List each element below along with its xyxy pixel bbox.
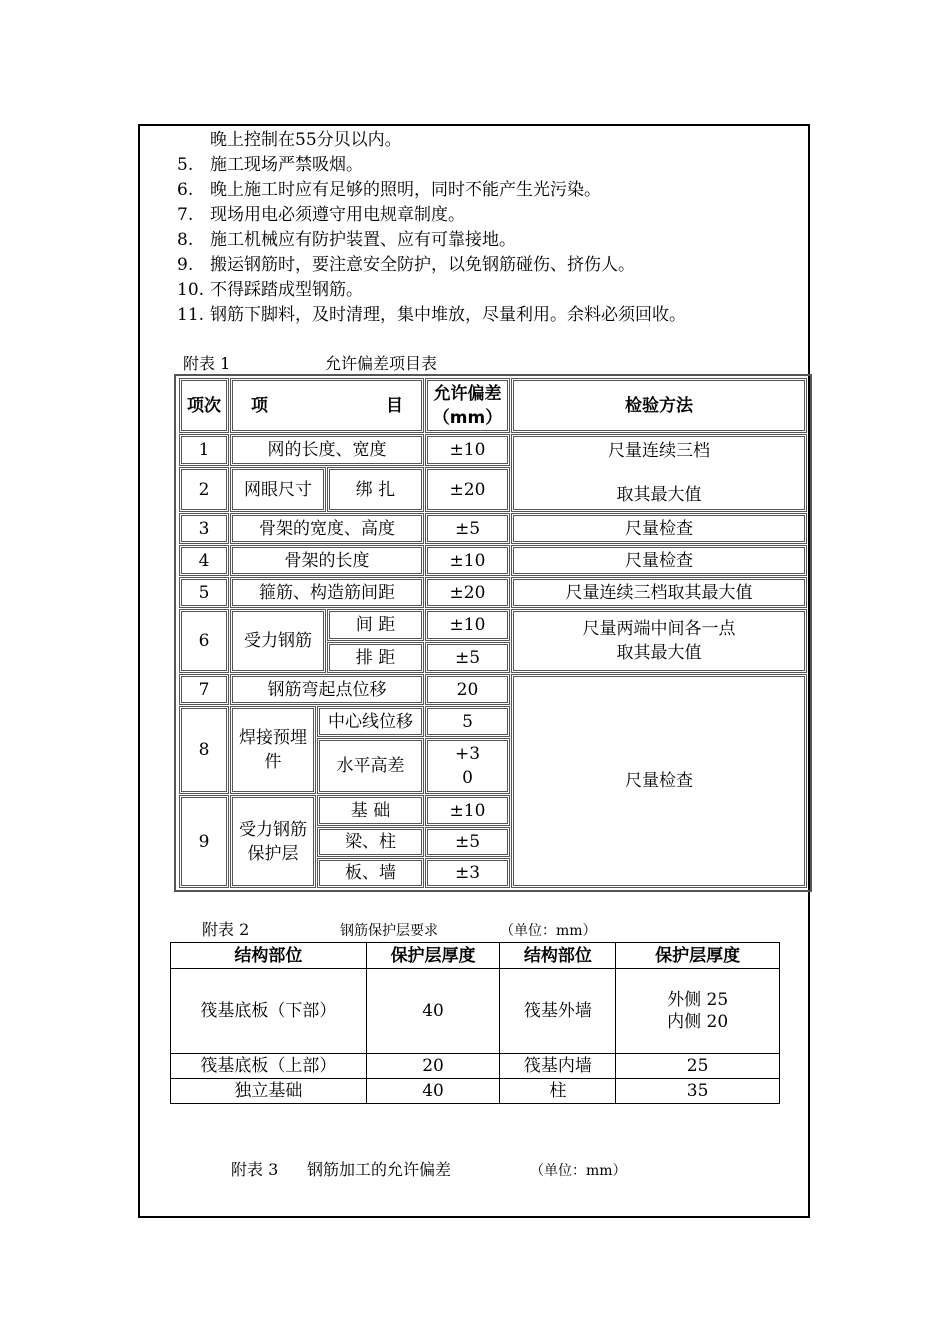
list-item-text: 搬运钢筋时，要注意安全防护，以免钢筋碰伤、挤伤人。 [210,255,635,275]
table1-cell-subitem: 间 距 [327,609,424,641]
table2-cell: 筏基外墙 [500,969,616,1054]
table1-header-tolerance [425,378,510,433]
table2-cell: 筏基底板（下部） [171,969,367,1054]
table1-cell-item: 受力钢筋 [230,609,326,673]
table1-cell-item: 骨架的宽度、高度 [230,513,424,544]
list-item-text: 钢筋下脚料，及时清理，集中堆放，尽量利用。余料必须回收。 [210,305,686,325]
table1-cell-no: 8 [179,706,229,794]
table1-cell-no: 7 [179,674,229,705]
table2-caption-title: 钢筋保护层要求 [340,923,438,939]
list-item-text: 晚上施工时应有足够的照明，同时不能产生光污染。 [210,180,601,200]
table1-cell-no: 1 [179,434,229,466]
table2-cell-line: 外侧 25 [667,990,729,1010]
table2-cell-line: 内侧 20 [667,1012,729,1032]
table1-method-line: 尺量两端中间各一点 [582,619,736,639]
table1-cell-method [511,434,807,512]
table2-cell [616,969,780,1054]
table1-cell-tolerance: ±3 [425,858,510,888]
table1-caption-title: 允许偏差项目表 [325,354,438,373]
table1-cell-tolerance [425,738,510,794]
table2-caption-label: 附表 2 [202,920,250,939]
list-item-text: 不得踩踏成型钢筋。 [210,280,363,300]
table1-item-line: 件 [264,752,282,772]
table1-cell-subitem: 梁、柱 [317,827,424,857]
table1-cell-subitem: 基 础 [317,795,424,826]
table1-cell-item: 箍筋、构造筋间距 [230,577,424,608]
table2-cell: 筏基内墙 [500,1054,616,1079]
table1-cell-tolerance: ±10 [425,545,510,576]
table1-method-line: 取其最大值 [616,643,702,663]
table2-header: 结构部位 [500,943,616,969]
list-item-text: 施工机械应有防护装置、应有可靠接地。 [210,230,516,250]
table1-cell-item: 钢筋弯起点位移 [230,674,424,705]
table2-cell: 20 [366,1054,500,1079]
list-item-number: 6. [177,180,194,200]
table2-header: 结构部位 [171,943,367,969]
table1-cell-method: 尺量检查 [511,513,807,544]
table2-cell: 筏基底板（上部） [171,1054,367,1079]
table1-cell-tolerance: ±5 [425,642,510,673]
table1-caption-label: 附表 1 [183,354,231,373]
table1-cell-tolerance: ±20 [425,467,510,512]
table1-cell-method: 尺量检查 [511,674,807,888]
table1-cell-no: 9 [179,795,229,888]
list-item-number: 9. [177,255,194,275]
list-item-number: 7. [177,205,194,225]
table1-cell-subitem: 水平高差 [317,738,424,794]
table1-cell-subitem: 排 距 [327,642,424,673]
table1-header-tol-a: 允许偏差 [433,383,502,404]
table2-cell: 40 [366,1079,500,1104]
table1-cell-method: 尺量检查 [511,545,807,576]
table1-cell-tolerance: ±10 [425,434,510,466]
list-item-number: 10. [177,280,205,300]
table1-cell-tolerance: ±5 [425,827,510,857]
table1-header-item-b: 目 [386,395,403,416]
table1-cell-no: 6 [179,609,229,673]
table1-cell-tolerance: ±10 [425,609,510,641]
table2-caption-unit: （单位：mm） [500,923,597,939]
table3-caption-label: 附表 3 [231,1160,279,1179]
table3-caption-unit: （单位：mm） [530,1163,627,1179]
list-item-text: 现场用电必须遵守用电规章制度。 [210,205,465,225]
table1-cell-no: 5 [179,577,229,608]
table1-method-line: 取其最大值 [616,485,702,505]
table2-header: 保护层厚度 [366,943,500,969]
list-item-number: 5. [177,155,194,175]
list-item-number: 8. [177,230,194,250]
table2-cell: 柱 [500,1079,616,1104]
table1-cell-method: 尺量连续三档取其最大值 [511,577,807,608]
table1-cell-item: 骨架的长度 [230,545,424,576]
table1-cell-tolerance: 20 [425,674,510,705]
table1-cell-subitem: 绑 扎 [327,467,424,512]
table1-header-item-a: 项 [251,395,268,416]
table1-cell-tolerance: ±5 [425,513,510,544]
table2-cell: 35 [616,1079,780,1104]
table1-method-line: 尺量连续三档 [608,441,710,461]
table1-cell-item: 网眼尺寸 [230,467,326,512]
table1-cell-subitem: 中心线位移 [317,706,424,737]
table1-header-no: 项次 [179,378,229,433]
table1-cell-item: 网的长度、宽度 [230,434,424,466]
table3-caption-title: 钢筋加工的允许偏差 [307,1160,452,1179]
table1-header-method: 检验方法 [511,378,807,433]
table-row [171,969,780,1054]
table1-tol-line: 0 [462,768,473,788]
table2-cell: 独立基础 [171,1079,367,1104]
list-item-text: 施工现场严禁吸烟。 [210,155,363,175]
table1-cell-item [230,795,316,888]
table1-cell-no: 4 [179,545,229,576]
table1-item-line: 受力钢筋 [239,819,307,840]
table1-cell-no: 2 [179,467,229,512]
table1-cell-tolerance: 5 [425,706,510,737]
table1-cell-subitem: 板、墙 [317,858,424,888]
table-row [171,1054,780,1079]
table2-header-row [171,943,780,969]
table2 [170,942,780,1104]
list-item-number: 11. [177,305,205,325]
table1-cell-item [230,706,316,794]
table2-cell: 40 [366,969,500,1054]
table-row [171,1079,780,1104]
table1-header-tol-b: （mm） [432,407,503,428]
table1-cell-method [511,609,807,673]
list-continuation: 晚上控制在55分贝以内。 [210,130,402,150]
table1-cell-no: 3 [179,513,229,544]
table1-header-item [230,378,424,433]
table1-cell-tolerance: ±20 [425,577,510,608]
table2-cell: 25 [616,1054,780,1079]
table1-tol-line: +3 [454,744,481,764]
table1-item-line: 焊接预埋 [239,728,307,748]
table1-item-line: 保护层 [247,843,299,864]
table1-cell-tolerance: ±10 [425,795,510,826]
table2-header: 保护层厚度 [616,943,780,969]
